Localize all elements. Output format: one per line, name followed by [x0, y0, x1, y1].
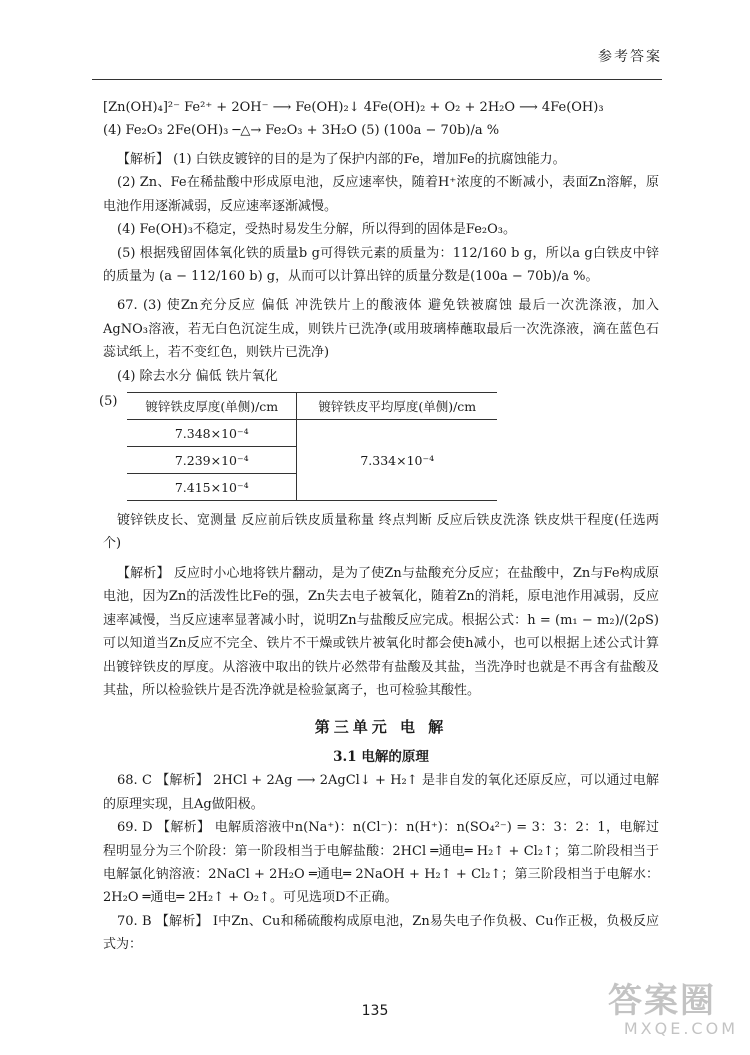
watermark-logo [608, 983, 738, 1045]
table-header-single: 镀锌铁皮厚度(单侧)/cm [127, 393, 297, 420]
table-cell: 7.348×10⁻⁴ [127, 420, 297, 447]
table-cell: 7.239×10⁻⁴ [127, 447, 297, 474]
thickness-table [127, 392, 497, 501]
thickness-table-block [99, 392, 659, 501]
table-header-average: 镀锌铁皮平均厚度(单侧)/cm [297, 393, 497, 420]
watermark-bottom-text: MXQE.COM [623, 1019, 738, 1038]
question-67-part4: (4) 除去水分 偏低 铁片氧化 [117, 368, 278, 384]
analysis-paragraph-5: 【解析】 反应时小心地将铁片翻动，是为了使Zn与盐酸充分反应；在盐酸中，Zn与Fe构成原电池，因为Zn的活泼性比Fe的强，Zn失去电子被氧化，随着Zn的消耗，原电池作用减弱，反应速率减慢，当反应速率显著减小时，说明Zn与盐酸反应完成。根据公式：h = (m₁ − m₂)/(2ρS) 可以知道当Zn反应不完全、铁片不干燥或铁片被氧化时都会使h减小，也可以根据上述公式计算出镀锌铁皮的厚度。从溶液中取出的铁片必然带有盐酸及其盐，当洗净时也就是不再含有盐酸及其盐，所以检验铁片是否洗净就是检验氯离子，也可检验其酸性。 [103, 565, 659, 698]
main-content [99, 96, 659, 957]
error-sources-paragraph: 镀锌铁皮长、宽测量 反应前后铁皮质量称量 终点判断 反应后铁皮洗涤 铁皮烘干程度(任选两个) [103, 513, 659, 552]
section-title: 3.1 电解的原理 [333, 749, 429, 766]
header-rule [92, 79, 662, 80]
equation-line-2: (4) Fe₂O₃ 2Fe(OH)₃ ─△→ Fe₂O₃ + 3H₂O (5) (100a − 70b)/a % [103, 123, 500, 138]
question-68-answer: 68. C 【解析】 2HCl + 2Ag ⟶ 2AgCl↓ + H₂↑ 是非自发的氧化还原反应，可以通过电解的原理实现，且Ag做阳极。 [103, 773, 659, 812]
table-cell-average: 7.334×10⁻⁴ [297, 420, 497, 501]
watermark-top-text: 答案圈 [608, 981, 716, 1021]
table-label: (5) [99, 394, 118, 410]
analysis-paragraph-2: (2) Zn、Fe在稀盐酸中形成原电池，反应速率快，随着H⁺浓度的不断减小，表面Zn溶解，原电池作用逐渐减弱，反应速率逐渐减慢。 [103, 175, 659, 214]
question-69-answer: 69. D 【解析】 电解质溶液中n(Na⁺)：n(Cl⁻)：n(H⁺)：n(SO₄²⁻) = 3：3：2：1，电解过程明显分为三个阶段：第一阶段相当于电解盐酸：2HCl ═通电═ H₂↑ + Cl₂↑；第二阶段相当于电解氯化钠溶液：2NaCl + 2H₂O ═通电═ 2NaOH + H₂↑ + Cl₂↑；第三阶段相当于电解水：2H₂O ═通电═ 2H₂↑ + O₂↑。可见选项D不正确。 [103, 820, 659, 906]
equation-line-1: [Zn(OH)₄]²⁻ Fe²⁺ + 2OH⁻ ⟶ Fe(OH)₂↓ 4Fe(OH)₂ + O₂ + 2H₂O ⟶ 4Fe(OH)₃ [103, 100, 604, 115]
unit-title: 第三单元 电 解 [314, 718, 448, 737]
table-cell: 7.415×10⁻⁴ [127, 474, 297, 501]
analysis-paragraph-4: (5) 根据残留固体氧化铁的质量b g可得铁元素的质量为：112/160 b g，所以a g白铁皮中锌的质量为 (a − 112/160 b) g，从而可以计算出锌的质量分数是(100a − 70b)/a %。 [103, 245, 659, 285]
question-70-answer: 70. B 【解析】 Ⅰ中Zn、Cu和稀硫酸构成原电池，Zn易失电子作负极、Cu作正极，负极反应式为： [103, 913, 659, 953]
question-67-answer: 67. (3) 使Zn充分反应 偏低 冲洗铁片上的酸液体 避免铁被腐蚀 最后一次洗涤液，加入AgNO₃溶液，若无白色沉淀生成，则铁片已洗净(或用玻璃棒蘸取最后一次洗涤液，滴在蓝色石蕊试纸上，若不变红色，则铁片已洗净) [103, 298, 659, 361]
analysis-paragraph-1: 【解析】 (1) 白铁皮镀锌的目的是为了保护内部的Fe，增加Fe的抗腐蚀能力。 [117, 152, 566, 167]
running-header: 参考答案 [598, 49, 662, 65]
analysis-paragraph-3: (4) Fe(OH)₃不稳定，受热时易发生分解，所以得到的固体是Fe₂O₃。 [117, 222, 516, 238]
page-number: 135 [361, 1003, 389, 1019]
